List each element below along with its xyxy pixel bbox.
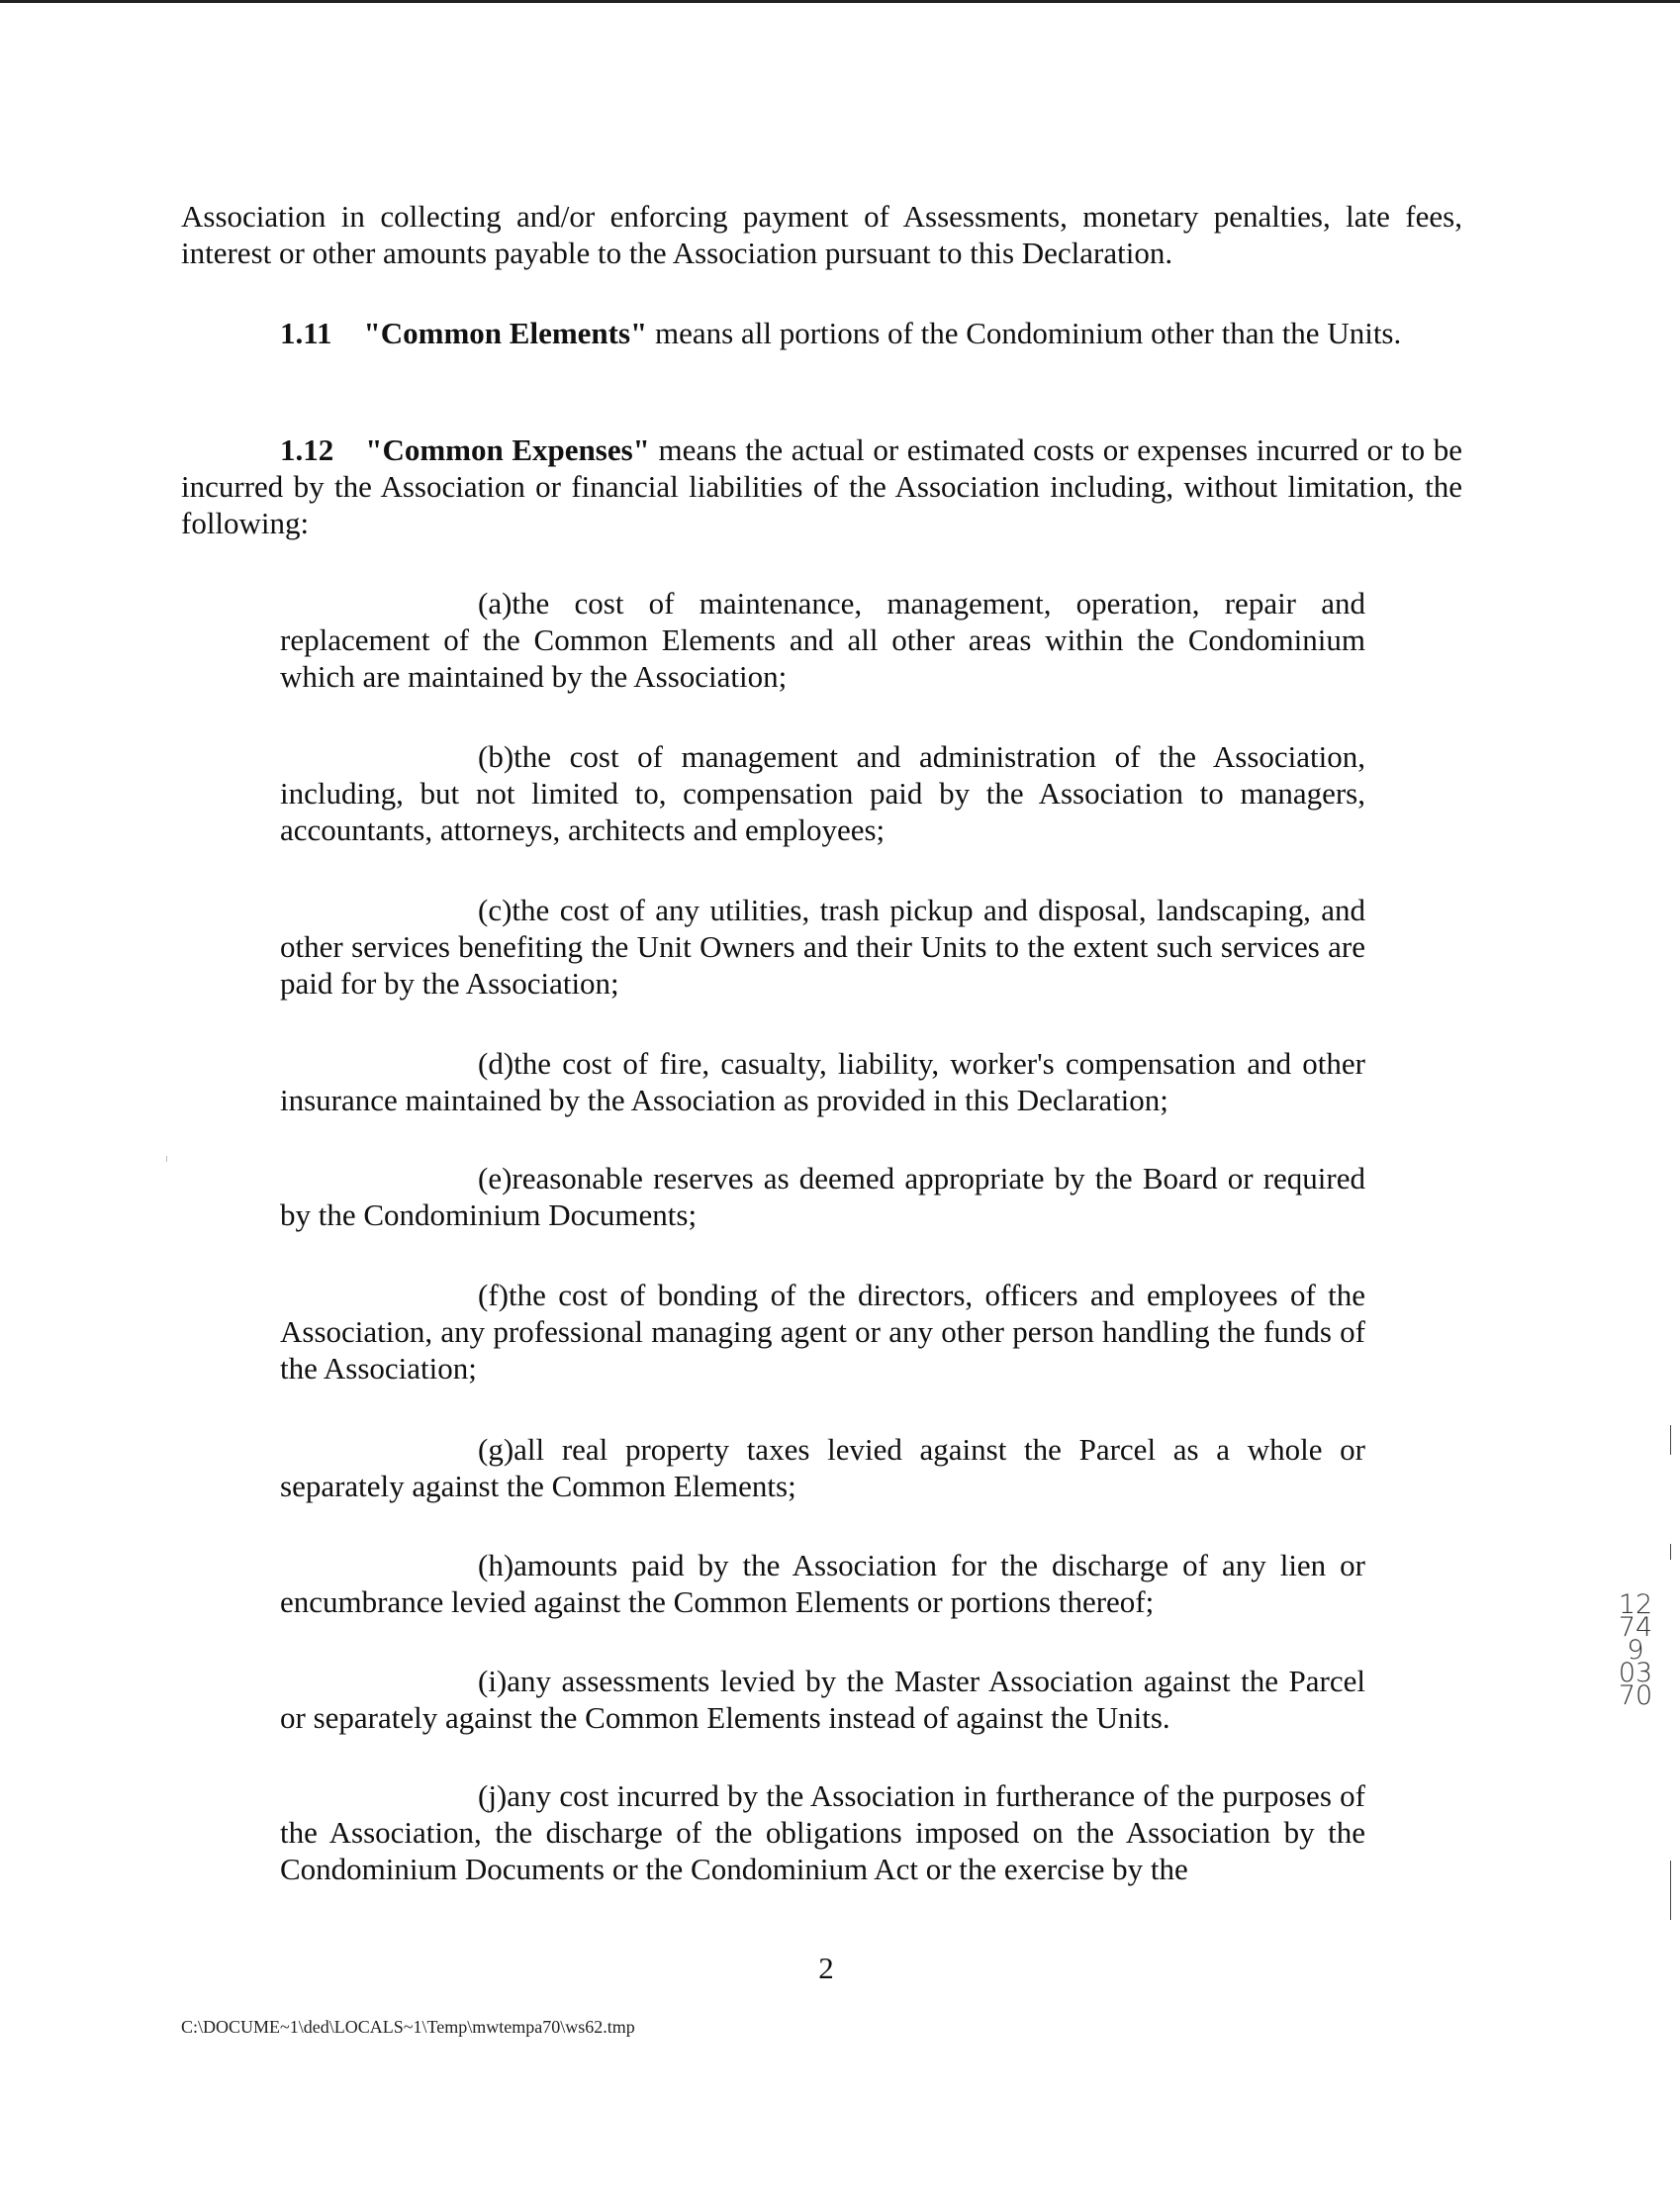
item-label: (h) bbox=[478, 1548, 514, 1582]
item-text: any cost incurred by the Association in furtherance of the purposes of the Association, the discharge of the obligations imposed on the Association by the Condominium Documents or the Condominium Act or the exercise by the bbox=[280, 1778, 1365, 1886]
section-text: means all portions of the Condominium other than the Units. bbox=[647, 316, 1402, 350]
scan-artifact-mark bbox=[166, 1156, 167, 1162]
margin-tick bbox=[1670, 1861, 1671, 1920]
list-item bbox=[280, 1777, 1365, 1887]
item-label: (d) bbox=[478, 1046, 514, 1081]
list-item bbox=[280, 1663, 1365, 1736]
scan-top-edge bbox=[0, 0, 1680, 3]
item-text: amounts paid by the Association for the discharge of any lien or encumbrance levied against the Common Elements or portions thereof; bbox=[280, 1548, 1365, 1619]
item-label: (i) bbox=[478, 1664, 508, 1698]
item-label: (c) bbox=[478, 893, 513, 927]
item-text: the cost of any utilities, trash pickup and disposal, landscaping, and other services benefiting the Unit Owners and their Units to the extent such services are paid for by the Association; bbox=[280, 893, 1365, 1001]
item-text: any assessments levied by the Master Association against the Parcel or separately against the Common Elements instead of against the Units. bbox=[280, 1664, 1365, 1735]
continued-paragraph: Association in collecting and/or enforcing payment of Assessments, monetary penalties, late fees, interest or other amounts payable to the Association pursuant to this Declaration. bbox=[181, 199, 1462, 270]
list-item bbox=[280, 1431, 1365, 1504]
margin-document-number: 12749 0370 bbox=[1618, 1589, 1653, 1711]
list-item bbox=[280, 585, 1365, 695]
item-text: the cost of bonding of the directors, officers and employees of the Association, any professional managing agent or any other person handling the funds of the Association; bbox=[280, 1278, 1365, 1386]
section-number: 1.11 bbox=[280, 316, 332, 350]
margin-tick bbox=[1670, 1425, 1671, 1455]
list-item bbox=[280, 1277, 1365, 1386]
section-number: 1.12 bbox=[280, 432, 334, 467]
item-text: the cost of fire, casualty, liability, worker's compensation and other insurance maintained by the Association as provided in this Declaration; bbox=[280, 1046, 1365, 1117]
section-text: means the actual or estimated costs or expenses incurred or to be incurred by the Association or financial liabilities of the Association including, without limitation, the following: bbox=[181, 432, 1463, 540]
defined-term: "Common Elements" bbox=[363, 316, 648, 350]
list-item bbox=[280, 1547, 1365, 1620]
item-label: (g) bbox=[478, 1432, 514, 1467]
section-1-11 bbox=[181, 315, 1462, 351]
item-label: (b) bbox=[478, 739, 514, 774]
list-item bbox=[280, 738, 1365, 848]
list-item bbox=[280, 1045, 1365, 1118]
list-item bbox=[280, 1160, 1365, 1233]
section-1-12 bbox=[181, 431, 1462, 541]
page-number: 2 bbox=[818, 1951, 834, 1985]
file-path-footer: C:\DOCUME~1\ded\LOCALS~1\Temp\mwtempa70\ws62.tmp bbox=[181, 2017, 635, 2037]
item-text: reasonable reserves as deemed appropriate by the Board or required by the Condominium Documents; bbox=[280, 1161, 1365, 1232]
margin-tick bbox=[1670, 1544, 1671, 1560]
item-label: (e) bbox=[478, 1161, 513, 1195]
list-item bbox=[280, 892, 1365, 1002]
item-label: (a) bbox=[478, 586, 513, 621]
item-label: (f) bbox=[478, 1278, 509, 1312]
item-text: all real property taxes levied against the Parcel as a whole or separately against the Common Elements; bbox=[280, 1432, 1365, 1503]
item-label: (j) bbox=[478, 1778, 508, 1813]
item-text: the cost of maintenance, management, operation, repair and replacement of the Common Elements and all other areas within the Condominium which are maintained by the Association; bbox=[280, 586, 1365, 694]
item-text: the cost of management and administration of the Association, including, but not limited to, compensation paid by the Association to managers, accountants, attorneys, architects and employees; bbox=[280, 739, 1365, 847]
defined-term: "Common Expenses" bbox=[365, 432, 650, 467]
